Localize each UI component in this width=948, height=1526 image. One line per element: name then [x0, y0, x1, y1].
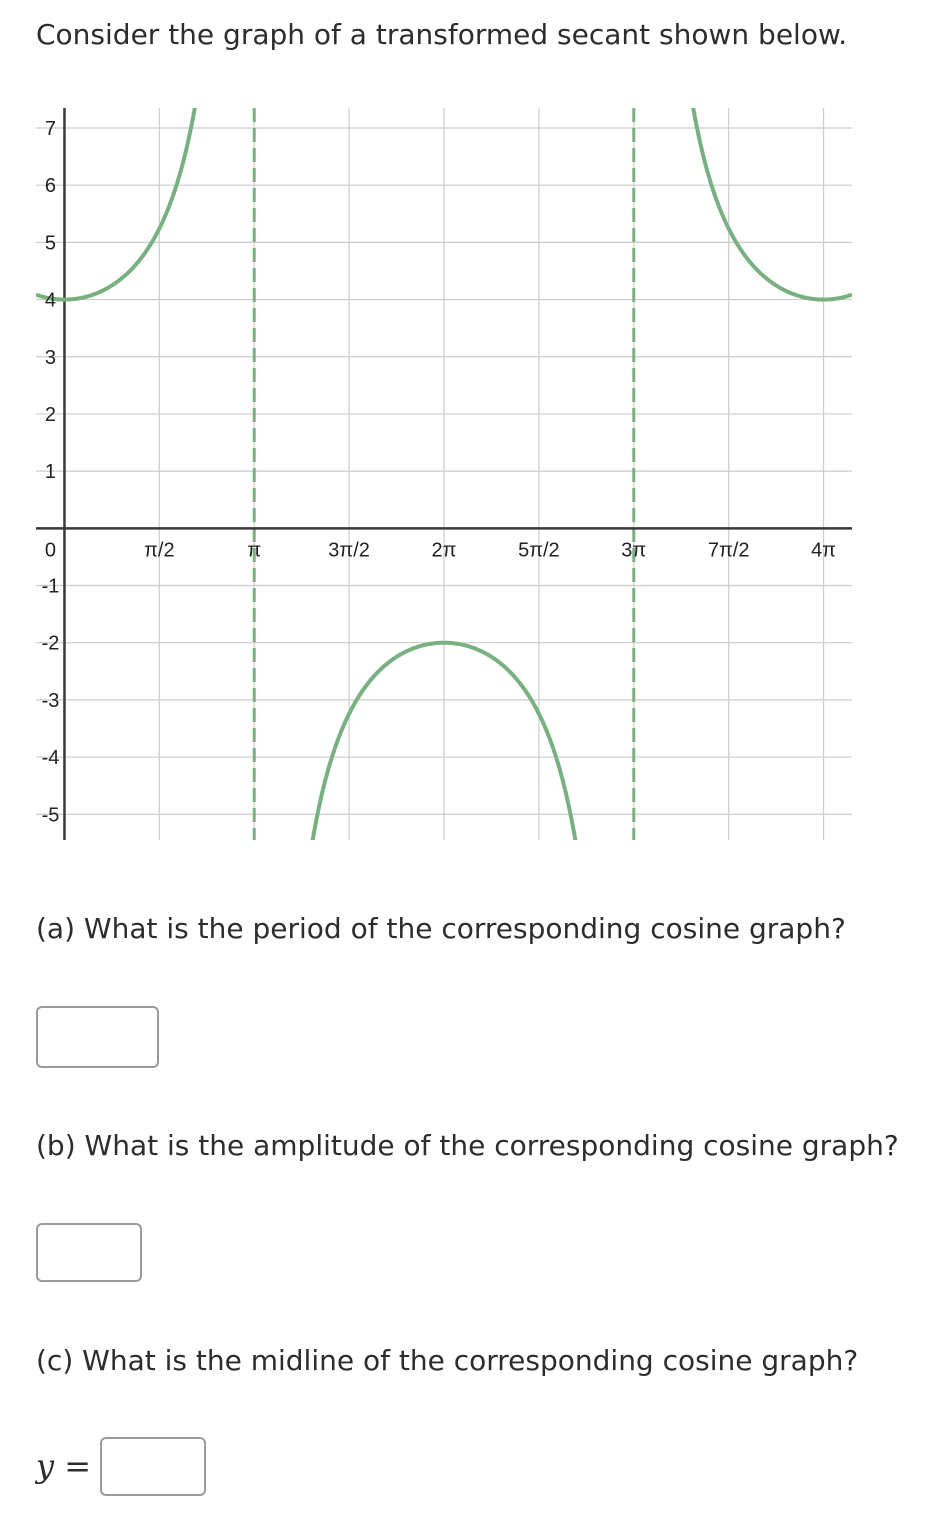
x-tick-label-5: 3π [621, 539, 647, 562]
curve-branch-0 [36, 0, 254, 300]
x-tick-label-6: 7π/2 [707, 539, 750, 562]
grid-lines [36, 108, 852, 840]
y-tick-label-11: -5 [41, 804, 60, 827]
y-tick-label-2: 5 [44, 232, 57, 255]
intro-text: Consider the graph of a transformed secant shown below. [36, 18, 848, 51]
midline-answer-input[interactable] [100, 1437, 206, 1496]
midline-equation-prefix [36, 1446, 91, 1486]
x-tick-label-7: 4π [811, 539, 836, 562]
y-tick-label-3: 4 [44, 289, 57, 312]
y-tick-label-10: -4 [41, 747, 60, 770]
y-tick-label-1: 6 [44, 175, 57, 198]
x-tick-label-1: π [247, 539, 262, 562]
question-c: (c) What is the midline of the corresponding cosine graph? [36, 1344, 859, 1377]
question-a: (a) What is the period of the corresponding cosine graph? [36, 912, 846, 945]
x-tick-label-2: 3π/2 [328, 539, 370, 562]
x-tick-label-3: 2π [431, 539, 457, 562]
equals-sign: = [54, 1447, 92, 1485]
amplitude-answer-input[interactable] [36, 1223, 142, 1282]
y-tick-label-4: 3 [44, 346, 57, 369]
question-b: (b) What is the amplitude of the corresponding cosine graph? [36, 1129, 899, 1162]
y-tick-label-0: 7 [44, 118, 57, 141]
y-tick-label-9: -3 [41, 689, 60, 712]
y-tick-label-5: 2 [44, 403, 57, 426]
origin-label: 0 [44, 539, 57, 562]
x-tick-label-0: π/2 [144, 539, 175, 562]
y-tick-label-6: 1 [44, 461, 57, 484]
y-tick-label-8: -2 [41, 632, 60, 655]
period-answer-input[interactable] [36, 1006, 159, 1068]
y-variable: y [36, 1447, 55, 1485]
curve-branch-2 [634, 0, 852, 300]
y-tick-label-7: -1 [41, 575, 60, 598]
x-tick-label-4: 5π/2 [518, 539, 560, 562]
